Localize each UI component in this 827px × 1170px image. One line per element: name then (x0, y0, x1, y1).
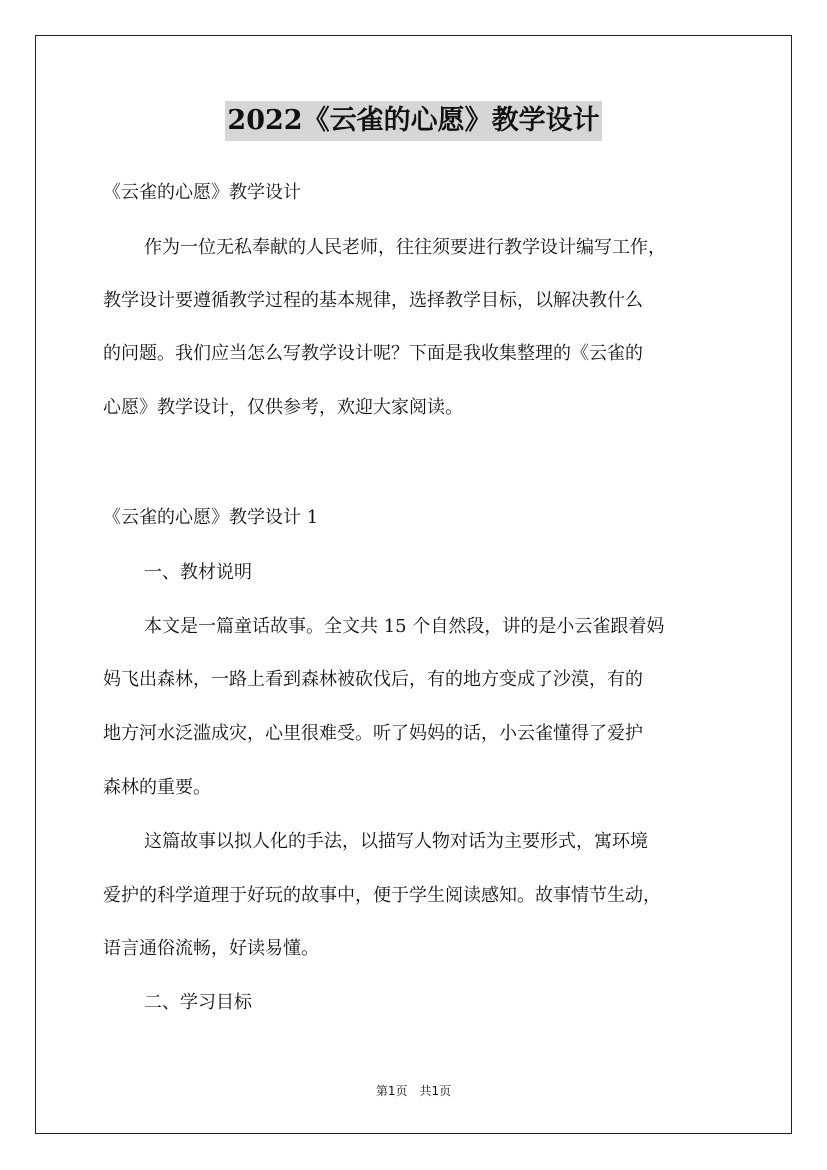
heading-2: 二、学习目标 (144, 992, 252, 1013)
paragraph-1-line: 妈飞出森林，一路上看到森林被砍伐后，有的地方变成了沙漠，有的 (103, 669, 643, 690)
page-footer: 第1页 共1页 (375, 1084, 452, 1098)
paragraph-2-line: 爱护的科学道理于好玩的故事中，便于学生阅读感知。故事情节生动， (103, 885, 661, 906)
document-subtitle: 《云雀的心愿》教学设计 (103, 182, 301, 203)
intro-line: 教学设计要遵循教学过程的基本规律，选择教学目标，以解决教什么 (103, 290, 643, 311)
paragraph-2-line: 这篇故事以拟人化的手法，以描写人物对话为主要形式，寓环境 (144, 831, 648, 852)
intro-line: 心愿》教学设计，仅供参考，欢迎大家阅读。 (103, 397, 463, 418)
title-container (0, 101, 827, 141)
paragraph-2-line: 语言通俗流畅，好读易懂。 (103, 938, 319, 959)
paragraph-1-line: 森林的重要。 (103, 777, 211, 798)
heading-1: 一、教材说明 (144, 562, 252, 583)
document-title: 2022《云雀的心愿》教学设计 (225, 101, 601, 141)
section-title: 《云雀的心愿》教学设计 1 (103, 507, 319, 528)
paragraph-1-line: 本文是一篇童话故事。全文共 15 个自然段，讲的是小云雀跟着妈 (144, 616, 665, 637)
intro-line: 的问题。我们应当怎么写教学设计呢？下面是我收集整理的《云雀的 (103, 343, 643, 364)
paragraph-1-line: 地方河水泛滥成灾，心里很难受。听了妈妈的话，小云雀懂得了爱护 (103, 723, 643, 744)
intro-line: 作为一位无私奉献的人民老师，往往须要进行教学设计编写工作， (144, 237, 666, 258)
